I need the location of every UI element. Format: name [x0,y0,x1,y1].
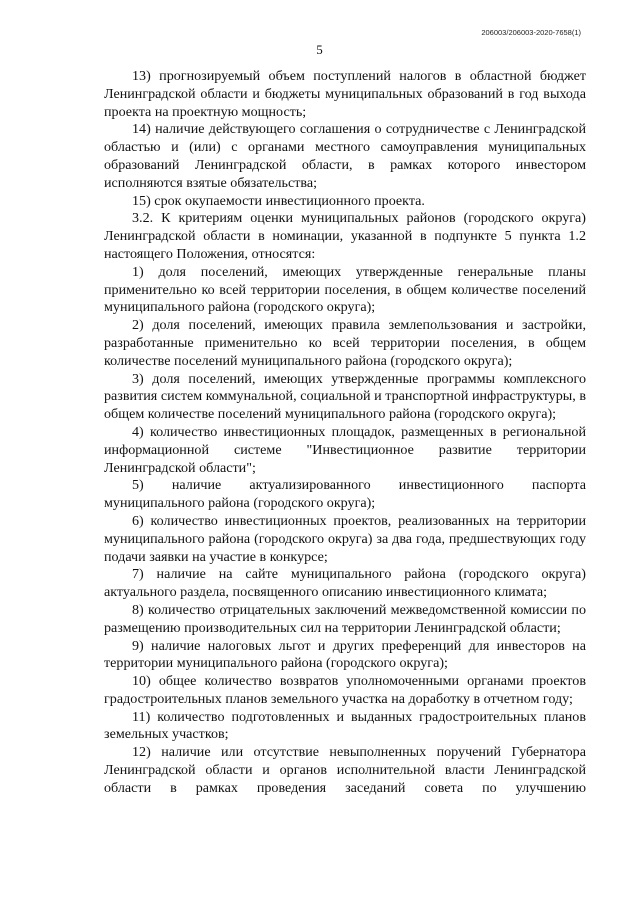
document-body [104,68,586,798]
criterion-4: 4) количество инвестиционных площадок, размещенных в региональной информационной системе "Инвестиционное развитие территории Ленинградской области"; [104,423,586,476]
criterion-8: 8) количество отрицательных заключений межведомственной комиссии по размещению производительных сил на территории Ленинградской области; [104,601,586,636]
criterion-12: 12) наличие или отсутствие невыполненных поручений Губернатора Ленинградской области и органов исполнительной власти Ленинградской области в рамках проведения заседаний совета по улучшению [104,744,586,796]
paragraph-item-15: 15) срок окупаемости инвестиционного проекта. [132,192,425,209]
paragraph-item-14: 14) наличие действующего соглашения о сотрудничестве с Ленинградской областью и (или) с органами местного самоуправления муниципальных образований Ленинградской области, в рамках которого инвестором исполняются взятые обязательства; [104,121,586,191]
criterion-11: 11) количество подготовленных и выданных градостроительных планов земельных участков; [104,708,586,743]
criterion-1: 1) доля поселений, имеющих утвержденные генеральные планы применительно ко всей территории поселения, в общем количестве поселений муниципального района (городского округа); [104,263,586,316]
paragraph-item-13: 13) прогнозируемый объем поступлений налогов в областной бюджет Ленинградской области и бюджеты муниципальных образований в год выхода проекта на проектную мощность; [104,68,586,120]
paragraph-section-3-2: 3.2. К критериям оценки муниципальных районов (городского округа) Ленинградской области в номинации, указанной в подпункте 5 пункта 1.2 настоящего Положения, относятся: [104,210,586,262]
criterion-10: 10) общее количество возвратов уполномоченными органами проектов градостроительных планов земельного участка на доработку в отчетном году; [104,673,586,707]
criterion-7: 7) наличие на сайте муниципального района (городского округа) актуального раздела, посвященного описанию инвестиционного климата; [104,566,586,601]
document-id: 206003/206003-2020-7658(1) [481,28,581,37]
criterion-2: 2) доля поселений, имеющих правила землепользования и застройки, разработанные применительно ко всей территории поселения, в общем количестве поселений муниципального района (городского округа); [104,317,586,369]
criterion-6: 6) количество инвестиционных проектов, реализованных на территории муниципального района (городского округа) за два года, предшествующих году подачи заявки на участие в конкурсе; [104,512,586,565]
criterion-3: 3) доля поселений, имеющих утвержденные программы комплексного развития систем коммунальной, социальной и транспортной инфраструктуры, в общем количестве поселений муниципального района (городского округа); [104,370,586,423]
criterion-9: 9) наличие налоговых льгот и других преференций для инвесторов на территории муниципального района (городского округа); [104,637,586,672]
page-number: 5 [316,42,323,57]
criterion-5: 5) наличие актуализированного инвестиционного паспорта муниципального района (городского округа); [104,477,586,512]
